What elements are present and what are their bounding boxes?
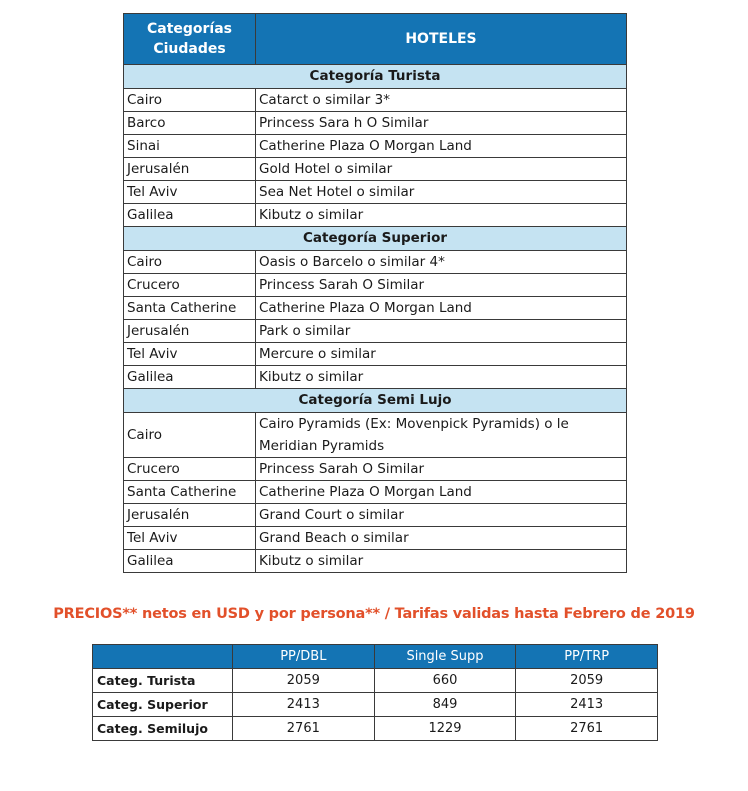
table-row xyxy=(124,135,627,158)
table-row xyxy=(124,112,627,135)
city-cell: Galilea xyxy=(124,366,256,389)
hotel-cell: Catherine Plaza O Morgan Land xyxy=(256,481,627,504)
city-cell: Jerusalén xyxy=(124,158,256,181)
table-row xyxy=(93,693,658,717)
hotel-cell: Catherine Plaza O Morgan Land xyxy=(256,135,627,158)
city-cell: Jerusalén xyxy=(124,504,256,527)
hotel-cell: Park o similar xyxy=(256,320,627,343)
hotel-cell: Grand Beach o similar xyxy=(256,527,627,550)
price-cell: 2059 xyxy=(516,669,658,693)
table-row xyxy=(124,366,627,389)
city-cell: Tel Aviv xyxy=(124,181,256,204)
hotels-table xyxy=(123,13,627,573)
price-column-header: PP/DBL xyxy=(233,645,375,669)
table-row xyxy=(124,413,627,458)
hotel-cell: Catherine Plaza O Morgan Land xyxy=(256,297,627,320)
hotel-cell: Mercure o similar xyxy=(256,343,627,366)
category-title: Categoría Semi Lujo xyxy=(124,389,627,413)
hotel-cell-line1: Cairo Pyramids (Ex: Movenpick Pyramids) o le xyxy=(259,416,569,432)
table-row xyxy=(93,669,658,693)
hotel-cell: Oasis o Barcelo o similar 4* xyxy=(256,251,627,274)
table-row xyxy=(124,481,627,504)
table-row xyxy=(124,458,627,481)
table-row xyxy=(124,204,627,227)
table-row xyxy=(124,297,627,320)
hotel-cell xyxy=(256,413,627,458)
table-row xyxy=(93,717,658,741)
price-cell: 2413 xyxy=(233,693,375,717)
city-cell: Cairo xyxy=(124,251,256,274)
category-title: Categoría Turista xyxy=(124,65,627,89)
table-row xyxy=(124,89,627,112)
price-cell: 849 xyxy=(374,693,516,717)
hotel-cell: Princess Sara h O Similar xyxy=(256,112,627,135)
price-title: PRECIOS** netos en USD y por persona** / Tarifas validas hasta Febrero de 2019 xyxy=(53,606,695,622)
hotel-cell: Sea Net Hotel o similar xyxy=(256,181,627,204)
category-row-turista xyxy=(124,65,627,89)
price-row-label: Categ. Turista xyxy=(93,669,233,693)
price-row-label: Categ. Semilujo xyxy=(93,717,233,741)
city-column-header xyxy=(124,14,256,65)
city-cell: Cairo xyxy=(124,413,256,458)
hotel-cell: Kibutz o similar xyxy=(256,550,627,573)
city-cell: Barco xyxy=(124,112,256,135)
hotel-cell: Kibutz o similar xyxy=(256,366,627,389)
hotel-cell: Kibutz o similar xyxy=(256,204,627,227)
category-title: Categoría Superior xyxy=(124,227,627,251)
city-cell: Santa Catherine xyxy=(124,481,256,504)
price-table xyxy=(92,644,658,741)
hotels-header-row xyxy=(124,14,627,65)
city-cell: Sinai xyxy=(124,135,256,158)
price-cell: 2413 xyxy=(516,693,658,717)
price-header-row xyxy=(93,645,658,669)
city-cell: Santa Catherine xyxy=(124,297,256,320)
table-row xyxy=(124,251,627,274)
city-cell: Tel Aviv xyxy=(124,527,256,550)
price-column-header: PP/TRP xyxy=(516,645,658,669)
city-cell: Cairo xyxy=(124,89,256,112)
category-row-semi-lujo xyxy=(124,389,627,413)
table-row xyxy=(124,550,627,573)
city-cell: Galilea xyxy=(124,550,256,573)
price-header-blank xyxy=(93,645,233,669)
table-row xyxy=(124,158,627,181)
table-row xyxy=(124,274,627,297)
hotel-cell: Princess Sarah O Similar xyxy=(256,458,627,481)
city-cell: Jerusalén xyxy=(124,320,256,343)
price-cell: 2059 xyxy=(233,669,375,693)
table-row xyxy=(124,320,627,343)
price-column-header: Single Supp xyxy=(374,645,516,669)
table-row xyxy=(124,343,627,366)
city-header-line1: Categorías xyxy=(146,21,233,37)
city-cell: Tel Aviv xyxy=(124,343,256,366)
hotel-cell: Gold Hotel o similar xyxy=(256,158,627,181)
hotel-cell-line2: Meridian Pyramids xyxy=(259,438,385,454)
city-cell: Crucero xyxy=(124,458,256,481)
city-cell: Crucero xyxy=(124,274,256,297)
price-cell: 660 xyxy=(374,669,516,693)
table-row xyxy=(124,504,627,527)
price-cell: 2761 xyxy=(516,717,658,741)
table-row xyxy=(124,181,627,204)
table-row xyxy=(124,527,627,550)
category-row-superior xyxy=(124,227,627,251)
price-row-label: Categ. Superior xyxy=(93,693,233,717)
price-cell: 2761 xyxy=(233,717,375,741)
hotel-cell: Catarct o similar 3* xyxy=(256,89,627,112)
city-cell: Galilea xyxy=(124,204,256,227)
hotel-cell: Grand Court o similar xyxy=(256,504,627,527)
price-cell: 1229 xyxy=(374,717,516,741)
hotels-column-header: HOTELES xyxy=(256,14,627,65)
hotel-cell: Princess Sarah O Similar xyxy=(256,274,627,297)
city-header-line2: Ciudades xyxy=(153,41,226,57)
